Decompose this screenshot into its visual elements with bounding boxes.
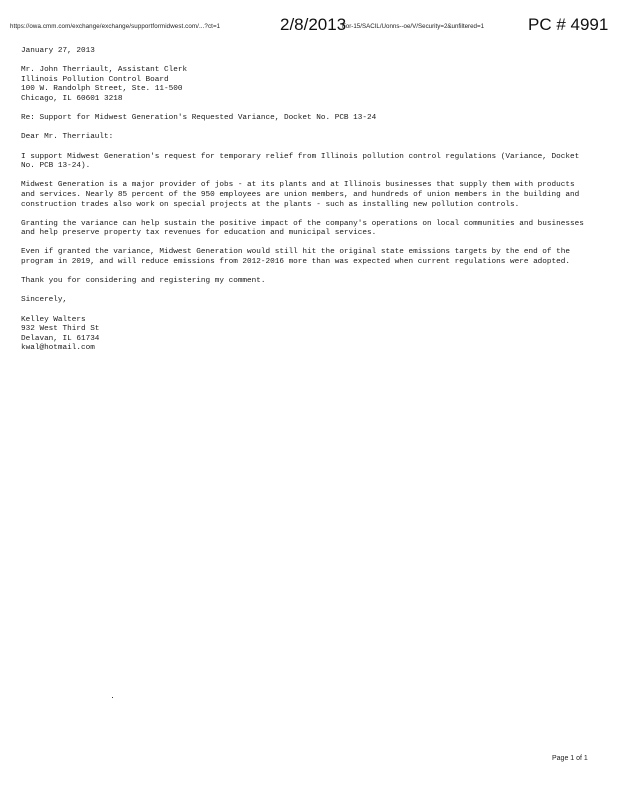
subject-line: Re: Support for Midwest Generation's Requested Variance, Docket No. PCB 13-24 — [21, 114, 377, 123]
recipient-line-2: Illinois Pollution Control Board — [21, 75, 169, 84]
paragraph-4: Even if granted the variance, Midwest Generation would still hit the original state emissions targets by the end of the program in 2019, and will reduce emissions from 2012-2016 more than was expected when current regulations were adopted. — [21, 248, 575, 267]
signature-email: kwal@hotmail.com — [21, 344, 95, 353]
letter-body — [21, 47, 591, 354]
recipient-line-3: 100 W. Randolph Street, Ste. 11-500 — [21, 85, 183, 94]
closing: Sincerely, — [21, 296, 68, 305]
recipient-line-1: Mr. John Therriault, Assistant Clerk — [21, 66, 188, 75]
paragraph-1: I support Midwest Generation's request for temporary relief from Illinois pollution control regulations (Variance, Docket No. PCB 13-24). — [21, 152, 584, 171]
header-date: 2/8/2013 — [280, 15, 347, 34]
scan-speck — [112, 697, 113, 698]
header-path: For-15/SACIL/Uonns--oe/V/Security=2&unfiltered=1 — [342, 23, 485, 30]
page-number: Page 1 of 1 — [552, 755, 588, 762]
header-url: https://owa.cmm.com/exchange/exchange/supportformidwest.com/...?ct=1 — [10, 23, 221, 30]
paragraph-2: Midwest Generation is a major provider of jobs - at its plants and at Illinois businesses that supply them with products and services. Nearly 85 percent of the 950 employees are union members, and hundreds of union members in the building and construction trades also work on special projects at the plants - such as installing new pollution controls. — [21, 181, 584, 209]
signature-street: 932 West Third St — [21, 325, 100, 334]
recipient-line-4: Chicago, IL 60601 3218 — [21, 94, 123, 103]
paragraph-5: Thank you for considering and registering my comment. — [21, 277, 266, 286]
letter-date: January 27, 2013 — [21, 47, 95, 55]
paragraph-3: Granting the variance can help sustain the positive impact of the company's operations on local communities and businesses and help preserve property tax revenues for education and municipal services. — [21, 219, 589, 238]
salutation: Dear Mr. Therriault: — [21, 133, 114, 142]
pc-number: PC # 4991 — [528, 15, 609, 34]
signature-name: Kelley Walters — [21, 315, 86, 324]
signature-city: Delavan, IL 61734 — [21, 334, 100, 343]
